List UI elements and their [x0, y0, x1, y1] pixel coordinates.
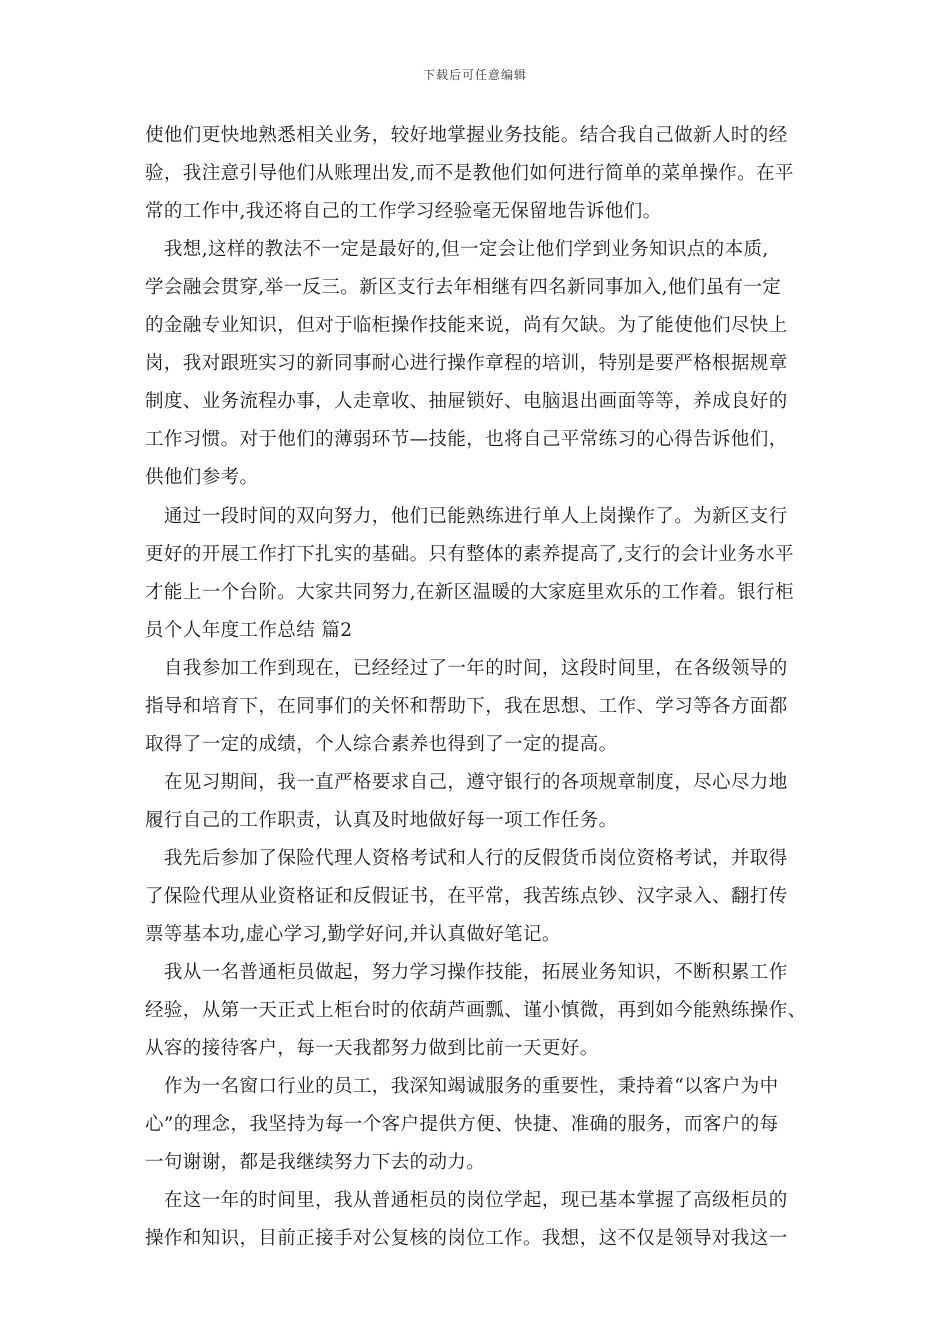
text-line: 我想,这样的教法不一定是最好的,但一定会让他们学到业务知识点的本质, [145, 239, 769, 260]
text-line: 验，我注意引导他们从账理出发,而不是教他们如何进行简单的菜单操作。在平 [145, 163, 794, 184]
text-line: 了保险代理从业资格证和反假证书，在平常，我苦练点钞、汉字录入、翻打传 [145, 886, 788, 907]
text-line: 我先后参加了保险代理人资格考试和人行的反假货币岗位资格考试，并取得 [145, 848, 788, 869]
text-line: 票等基本功,虚心学习,勤学好问,并认真做好笔记。 [145, 924, 561, 945]
section-heading: 员个人年度工作总结 篇2 [145, 620, 353, 641]
text-line: 心”的理念，我坚持为每一个客户提供方便、快捷、准确的服务，而客户的每 [145, 1114, 779, 1135]
text-line: 使他们更快地熟悉相关业务，较好地掌握业务技能。结合我自己做新人时的经 [145, 125, 788, 146]
text-line: 自我参加工作到现在，已经经过了一年的时间，这段时间里，在各级领导的 [145, 658, 788, 679]
text-line: 取得了一定的成绩，个人综合素养也得到了一定的提高。 [145, 734, 618, 755]
text-line: 操作和知识，目前正接手对公复核的岗位工作。我想，这不仅是领导对我这一 [145, 1228, 788, 1249]
text-line: 一句谢谢，都是我继续努力下去的动力。 [145, 1152, 486, 1173]
page-header-note: 下载后可任意编辑 [422, 68, 527, 82]
text-line: 学会融会贯穿,举一反三。新区支行去年相继有四名新同事加入,他们虽有一定 [145, 277, 782, 298]
text-line: 我从一名普通柜员做起，努力学习操作技能，拓展业务知识，不断积累工作 [145, 962, 788, 983]
text-line: 更好的开展工作打下扎实的基础。只有整体的素养提高了,支行的会计业务水平 [145, 544, 794, 565]
text-line: 制度、业务流程办事，人走章收、抽屉锁好、电脑退出画面等等，养成良好的 [145, 391, 788, 412]
text-line: 常的工作中,我还将自己的工作学习经验毫无保留地告诉他们。 [145, 201, 662, 222]
text-line: 指导和培育下，在同事们的关怀和帮助下，我在思想、工作、学习等各方面都 [145, 696, 788, 717]
text-line: 从容的接待客户，每一天我都努力做到比前一天更好。 [145, 1038, 599, 1059]
text-line: 才能上一个台阶。大家共同努力,在新区温暖的大家庭里欢乐的工作着。银行柜 [145, 582, 794, 603]
text-line: 在这一年的时间里，我从普通柜员的岗位学起，现已基本掌握了高级柜员的 [145, 1190, 788, 1211]
text-line: 经验，从第一天正式上柜台时的依葫芦画瓢、谨小慎微，再到如今能熟练操作、 [145, 1000, 807, 1021]
text-line: 工作习惯。对于他们的薄弱环节—技能，也将自己平常练习的心得告诉他们， [145, 429, 788, 450]
text-line: 岗，我对跟班实习的新同事耐心进行操作章程的培训，特别是要严格根据规章 [145, 353, 788, 374]
text-line: 通过一段时间的双向努力，他们已能熟练进行单人上岗操作了。为新区支行 [145, 506, 788, 527]
text-line: 的金融专业知识，但对于临柜操作技能来说，尚有欠缺。为了能使他们尽快上 [145, 315, 788, 336]
text-line: 供他们参考。 [145, 467, 259, 488]
text-line: 履行自己的工作职责，认真及时地做好每一项工作任务。 [145, 810, 618, 831]
text-line: 作为一名窗口行业的员工，我深知竭诚服务的重要性，秉持着“以客户为中 [145, 1076, 779, 1097]
text-line: 在见习期间，我一直严格要求自己，遵守银行的各项规章制度，尽心尽力地 [145, 772, 788, 793]
